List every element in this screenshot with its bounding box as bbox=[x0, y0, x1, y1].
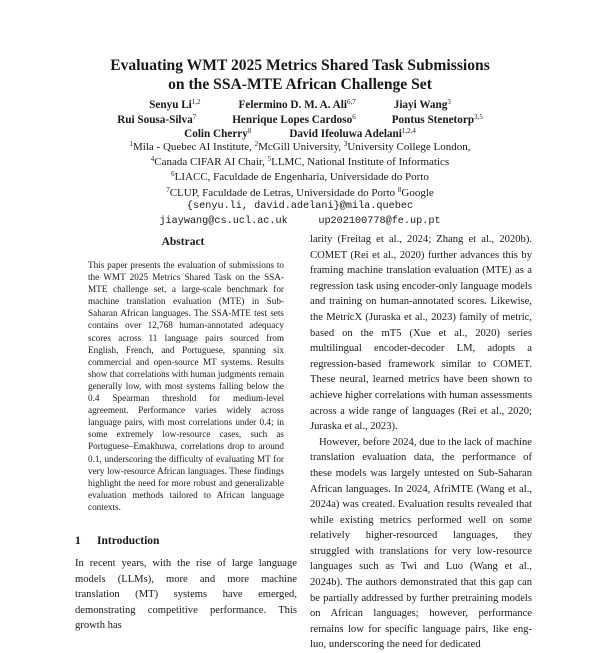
email-list bbox=[40, 199, 560, 229]
author-list bbox=[40, 98, 560, 142]
author-row bbox=[40, 98, 560, 113]
author-name: Felermino D. M. A. Ali bbox=[238, 99, 347, 111]
author-affil-marker: 1,2,4 bbox=[401, 127, 416, 135]
affiliation-row bbox=[40, 140, 560, 155]
paragraph: However, before 2024, due to the lack of machine translation evaluation data, the performance of these models was largely untested on Sub-Saharan African languages. In 2024, AfriMTE (Wang et al., 2024a) was created. Evaluation results revealed that while existing metrics performed well on some relatively higher-resourced languages, they struggled with translations for very low-resource languages such as Twi and Luo (Wang et al., 2024b). The authors demonstrated that this gap can be partially addressed by further pretraining models on African languages; however, performance remains low for specific language pairs, like eng-luo, underscoring the need for dedicated bbox=[310, 436, 532, 651]
author-name: Colin Cherry bbox=[184, 128, 248, 140]
affiliation: Canada CIFAR AI Chair, bbox=[154, 156, 268, 169]
abstract-body bbox=[88, 259, 284, 513]
email-line: {senyu.li, david.adelani}@mila.quebec bbox=[186, 201, 414, 212]
author-affil-marker: 6 bbox=[352, 112, 356, 121]
author-name: Jiayi Wang bbox=[393, 99, 448, 111]
right-column bbox=[310, 232, 532, 653]
affiliation: LLMC, National Institute of Informatics bbox=[271, 156, 450, 169]
author-affil-marker: 8 bbox=[247, 127, 252, 135]
paper-title bbox=[40, 56, 560, 94]
affiliation: LIACC, Faculdade de Engenharia, Universidade do Porto bbox=[174, 171, 429, 184]
affil-marker: 8 bbox=[397, 185, 402, 194]
author-name: Rui Sousa-Silva bbox=[117, 113, 193, 126]
author-affil-marker: 1,2 bbox=[191, 98, 201, 106]
author-name: Pontus Stenetorp bbox=[391, 113, 475, 126]
affil-marker: 3 bbox=[343, 140, 348, 148]
author-affil-marker: 3,5 bbox=[474, 112, 483, 121]
abstract-heading: Abstract bbox=[161, 236, 205, 248]
author-affil-marker: 6,7 bbox=[346, 98, 356, 106]
affiliation: University College London, bbox=[347, 141, 471, 153]
affiliation: CLUP, Faculdade de Letras, Universidade do Porto bbox=[169, 186, 398, 199]
affiliation-list bbox=[40, 140, 560, 201]
affiliation: McGill University, bbox=[258, 141, 344, 153]
author-name: David Ifeoluwa Adelani bbox=[289, 128, 402, 140]
affil-marker: 7 bbox=[166, 185, 170, 194]
abstract-text: This paper presents the evaluation of submissions to the WMT 2025 Metrics Shared Task on the SSA-MTE challenge set, a large-scale benchmark for machine translation evaluation (MTE) in Sub-Saharan African languages. The SSA-MTE test sets contains over 12,768 human-annotated adequacy scores across 11 language pairs sourced from English, French, and Portuguese, spanning six commercial and open-source MT systems. Results show that correlations with human judgments remain generally low, with most systems falling below the 0.4 Spearman threshold for medium-level agreement. Performance varies widely across language pairs, with most correlations under 0.4; in some extremely low-resource cases, such as Portuguese–Emakhuwa, correlations drop to around 0.1, underscoring the difficulty of evaluating MT for very low-resource African languages. These findings highlight the need for more robust and generalizable evaluation methods tailored to African language contexts. bbox=[88, 260, 284, 512]
author-name: Henrique Lopes Cardoso bbox=[232, 113, 353, 126]
intro-paragraph: In recent years, with the rise of large language models (LLMs), more and more machine translation (MT) systems have emerged, demonstrating competitive performance. This growth has bbox=[75, 558, 297, 632]
affil-marker: 5 bbox=[267, 155, 272, 164]
section-heading bbox=[75, 535, 159, 547]
title-line-1: Evaluating WMT 2025 Metrics Shared Task Submissions bbox=[110, 57, 490, 74]
section-title: Introduction bbox=[97, 535, 160, 547]
affiliation: Mila - Quebec AI Institute, bbox=[133, 141, 255, 153]
affiliation: Google bbox=[401, 186, 434, 199]
affil-marker: 2 bbox=[254, 140, 259, 148]
affil-marker: 6 bbox=[171, 170, 175, 179]
author-name: Senyu Li bbox=[149, 99, 192, 111]
paragraph: larity (Freitag et al., 2024; Zhang et al., 2020b). COMET (Rei et al., 2020) further advances this by framing machine translation evaluation (MTE) as a regression task using encoder-only language models and training on human-annotated scores. Likewise, the MetricX (Juraska et al., 2023) family of metric, based on the mT5 (Xue et al., 2020) series multilingual encoder-decoder LM, adopts a regression-based framework similar to COMET. These neural, learned metrics have been shown to achieve higher correlations with human assessments across a wide range of languages (Rei et al., 2020; Juraska et al., 2023). bbox=[310, 234, 532, 433]
author-row bbox=[40, 113, 560, 128]
title-line-2: on the SSA-MTE African Challenge Set bbox=[168, 76, 432, 93]
section-number: 1 bbox=[75, 535, 81, 547]
email-line: jiaywang@cs.ucl.ac.uk up202100778@fe.up.pt bbox=[159, 216, 441, 227]
affiliation-row bbox=[40, 170, 560, 185]
author-affil-marker: 7 bbox=[192, 112, 197, 121]
affil-marker: 1 bbox=[129, 140, 134, 148]
affil-marker: 4 bbox=[150, 155, 155, 164]
affiliation-row bbox=[40, 155, 560, 170]
author-affil-marker: 3 bbox=[447, 98, 451, 106]
